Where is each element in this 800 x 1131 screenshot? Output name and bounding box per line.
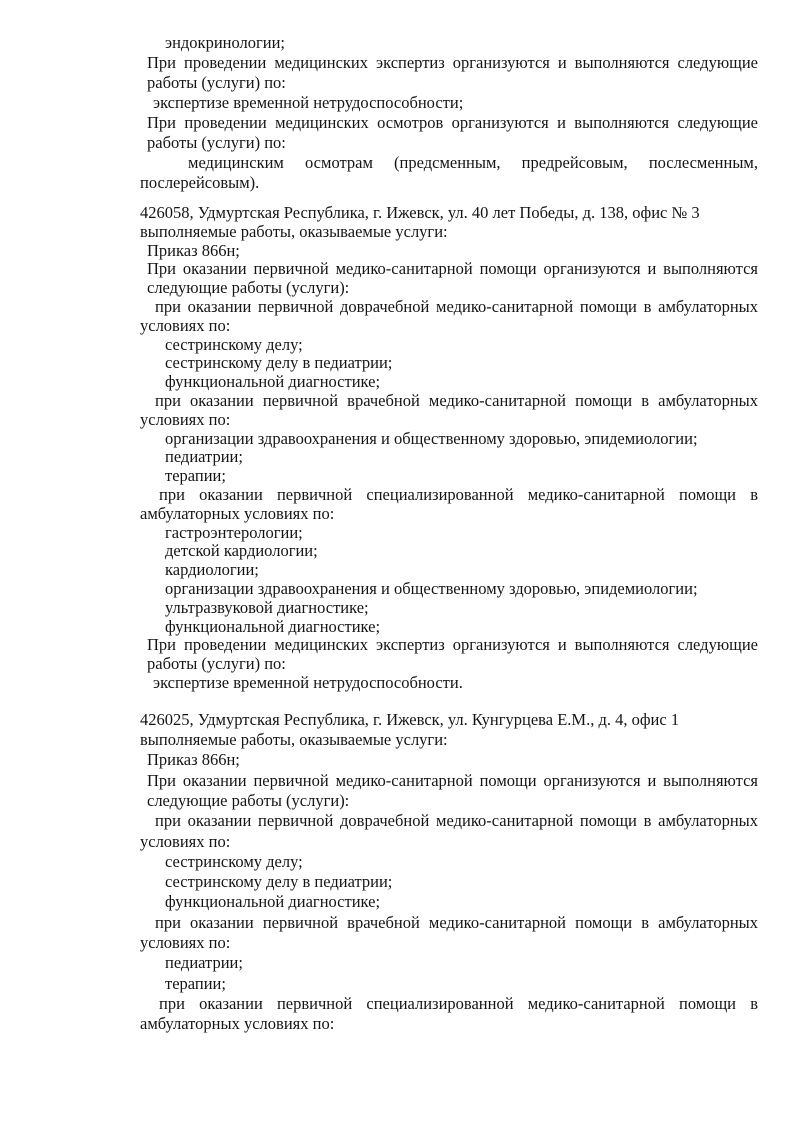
text-line: Приказ 866н;	[147, 240, 240, 260]
text-line: функциональной диагностике;	[165, 616, 381, 636]
text-line: следующие работы (услуги):	[147, 278, 350, 298]
text-line: сестринскому делу в педиатрии;	[165, 872, 393, 892]
text-line: педиатрии;	[165, 447, 243, 467]
text-line: экспертизе временной нетрудоспособности;	[153, 93, 464, 112]
text-line: работы (услуги) по:	[147, 73, 286, 92]
section-previous-address-tail	[140, 33, 758, 193]
text-line: эндокринологии;	[165, 33, 286, 52]
text-line: сестринскому делу;	[165, 851, 303, 871]
text-line: гастроэнтерологии;	[165, 522, 303, 542]
text-line: при оказании первичной доврачебной медико-санитарной помощи в амбулаторных	[155, 296, 758, 316]
text-line: При проведении медицинских осмотров организуются и выполняются следующие	[147, 113, 758, 132]
text-line: детской кардиологии;	[165, 541, 318, 561]
text-line: терапии;	[165, 973, 226, 993]
text-line: 426058, Удмуртская Республика, г. Ижевск, ул. 40 лет Победы, д. 138, офис № 3	[140, 203, 700, 222]
text-line: 426025, Удмуртская Республика, г. Ижевск, ул. Кунгурцева Е.М., д. 4, офис 1	[140, 709, 680, 729]
text-line: функциональной диагностике;	[165, 892, 381, 912]
text-line: выполняемые работы, оказываемые услуги:	[140, 730, 448, 750]
text-line: организации здравоохранения и общественному здоровью, эпидемиологии;	[165, 578, 698, 598]
text-line: при оказании первичной доврачебной медико-санитарной помощи в амбулаторных	[155, 811, 758, 831]
text-line: следующие работы (услуги):	[147, 790, 350, 810]
text-line: сестринскому делу в педиатрии;	[165, 353, 393, 373]
text-line: условиях по:	[140, 932, 231, 952]
text-line: при оказании первичной врачебной медико-санитарной помощи в амбулаторных	[155, 390, 758, 410]
text-line: работы (услуги) по:	[147, 133, 286, 152]
text-line: работы (услуги) по:	[147, 654, 286, 674]
section-address-426025	[140, 710, 758, 1035]
text-line: ультразвуковой диагностике;	[165, 597, 369, 617]
text-line: условиях по:	[140, 315, 231, 335]
text-line: При оказании первичной медико-санитарной помощи организуются и выполняются	[147, 259, 758, 279]
text-line: При проведении медицинских экспертиз организуются и выполняются следующие	[147, 635, 758, 655]
text-line: послерейсовым).	[140, 173, 260, 192]
text-line: Приказ 866н;	[147, 750, 240, 770]
text-line: амбулаторных условиях по:	[140, 1014, 335, 1034]
text-line: организации здравоохранения и общественному здоровью, эпидемиологии;	[165, 428, 698, 448]
text-line: кардиологии;	[165, 560, 259, 580]
section-address-426058	[140, 204, 758, 693]
text-line: При проведении медицинских экспертиз организуются и выполняются следующие	[147, 53, 758, 72]
text-line: при оказании первичной специализированной медико-санитарной помощи в	[159, 484, 758, 504]
text-line: условиях по:	[140, 409, 231, 429]
text-line: амбулаторных условиях по:	[140, 503, 335, 523]
text-line: терапии;	[165, 466, 226, 486]
text-line: выполняемые работы, оказываемые услуги:	[140, 221, 448, 241]
text-line: функциональной диагностике;	[165, 372, 381, 392]
text-line: медицинским осмотрам (предсменным, предрейсовым, послесменным,	[188, 153, 758, 172]
text-line: при оказании первичной врачебной медико-санитарной помощи в амбулаторных	[155, 912, 758, 932]
text-line: экспертизе временной нетрудоспособности.	[153, 672, 463, 692]
text-line: При оказании первичной медико-санитарной помощи организуются и выполняются	[147, 770, 758, 790]
text-line: сестринскому делу;	[165, 334, 303, 354]
document-body	[140, 33, 758, 1034]
text-line: педиатрии;	[165, 953, 243, 973]
text-line: условиях по:	[140, 831, 231, 851]
text-line: при оказании первичной специализированной медико-санитарной помощи в	[159, 993, 758, 1013]
